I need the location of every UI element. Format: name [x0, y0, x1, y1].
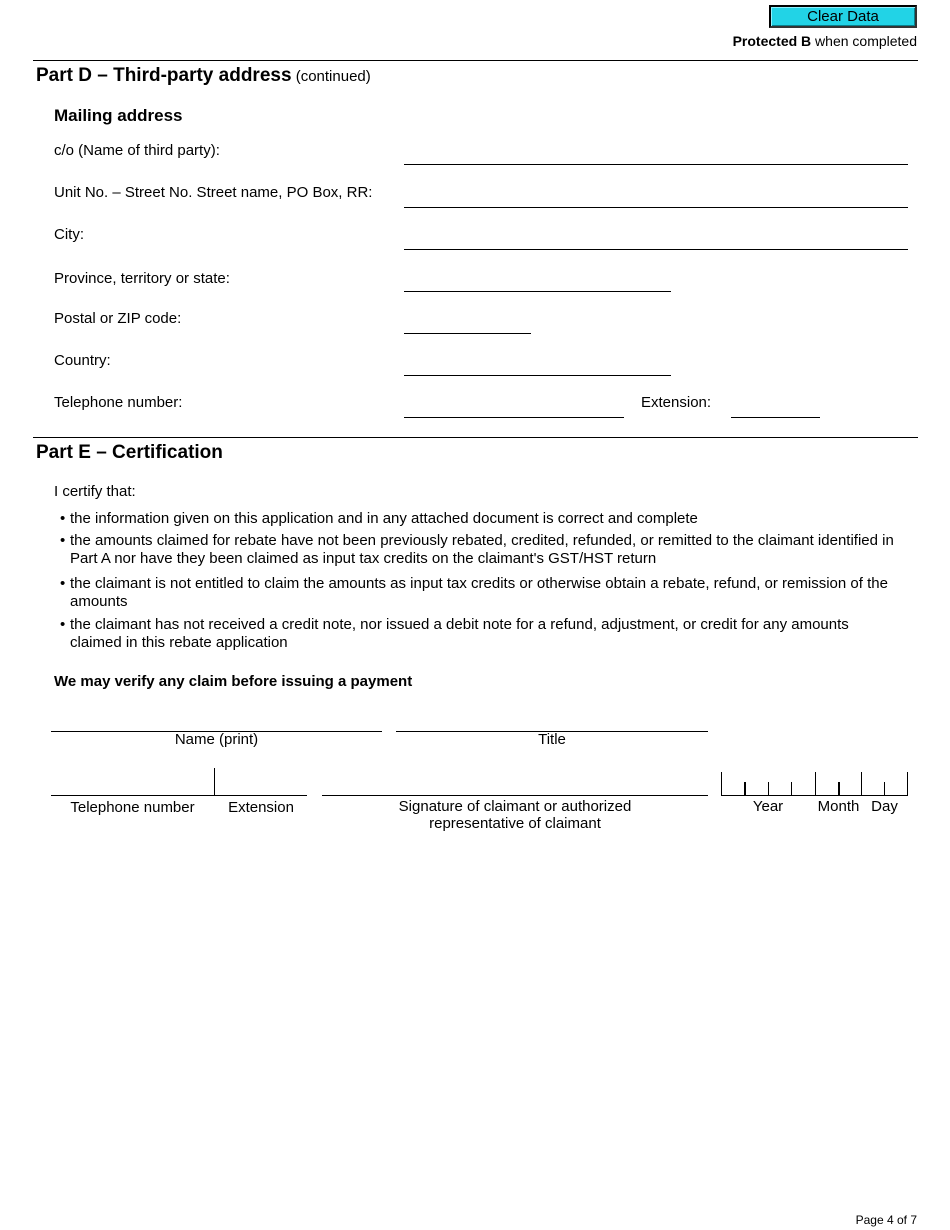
certification-bullet-text: the claimant has not received a credit note, nor issued a debit note for a refund, adjustment, or credit for any amounts claimed in this rebate application: [70, 616, 849, 651]
street-input[interactable]: [404, 188, 908, 208]
date-year-label: Year: [752, 798, 784, 815]
verify-note: We may verify any claim before issuing a payment: [54, 673, 413, 690]
part-d-title-text: Part D – Third-party address: [36, 65, 292, 86]
date-tick: [744, 782, 746, 795]
date-comb-field[interactable]: [721, 772, 908, 796]
signature-label-line2: representative of claimant: [429, 815, 601, 832]
bullet-dot: •: [60, 616, 66, 633]
date-tick: [791, 782, 792, 795]
telephone-label: Telephone number:: [54, 394, 183, 411]
part-e-divider: [33, 437, 918, 438]
certify-intro: I certify that:: [54, 483, 136, 500]
extension-input[interactable]: [731, 398, 820, 418]
part-d-continued: (continued): [291, 68, 371, 85]
bullet-dot: •: [60, 575, 66, 592]
date-month-label: Month: [817, 798, 860, 815]
country-label: Country:: [54, 352, 111, 369]
date-tick: [884, 782, 885, 795]
city-input[interactable]: [404, 230, 908, 250]
certification-bullet-text: the information given on this application and in any attached document is correct and complete: [70, 510, 698, 527]
certification-bullet-text: the amounts claimed for rebate have not been previously rebated, credited, refunded, or remitted to the claimant identified in Part A nor have they been claimed as input tax credits on the claimant's GST/HST return: [70, 532, 894, 567]
province-label: Province, territory or state:: [54, 270, 230, 287]
date-tick: [838, 782, 840, 795]
page-number: Page 4 of 7: [855, 1213, 917, 1227]
protected-b-suffix: when completed: [811, 33, 917, 49]
cert-telephone-input[interactable]: [51, 776, 214, 796]
date-tick: [907, 772, 908, 795]
co-label: c/o (Name of third party):: [54, 142, 220, 159]
part-d-title: [36, 65, 371, 88]
title-input[interactable]: [396, 712, 708, 732]
extension-label: Extension:: [641, 394, 712, 411]
date-baseline: [721, 795, 908, 796]
title-label: Title: [538, 731, 566, 748]
clear-data-button[interactable]: Clear Data: [769, 5, 917, 28]
protected-b-label: Protected B: [732, 33, 812, 49]
date-tick: [721, 772, 722, 795]
postal-input[interactable]: [404, 314, 531, 334]
bullet-dot: •: [60, 510, 66, 527]
protected-b-notice: [733, 32, 917, 50]
date-tick: [861, 772, 862, 795]
date-tick: [815, 772, 816, 795]
co-input[interactable]: [404, 145, 908, 165]
mailing-address-heading: Mailing address: [54, 106, 183, 125]
date-day-label: Day: [871, 798, 898, 815]
cert-extension-input[interactable]: [215, 776, 307, 796]
cert-extension-label: Extension: [228, 799, 294, 816]
signature-line[interactable]: [322, 795, 708, 796]
province-input[interactable]: [404, 272, 671, 292]
part-e-title: Part E – Certification: [36, 442, 223, 463]
postal-label: Postal or ZIP code:: [54, 310, 182, 327]
date-tick: [768, 782, 769, 795]
telephone-input[interactable]: [404, 398, 624, 418]
cert-telephone-label: Telephone number: [70, 799, 195, 816]
street-label: Unit No. – Street No. Street name, PO Box, RR:: [54, 184, 373, 201]
name-print-label: Name (print): [174, 731, 259, 748]
country-input[interactable]: [404, 356, 671, 376]
city-label: City:: [54, 226, 84, 243]
header-divider: [33, 60, 918, 61]
signature-label: Signature of claimant or authorized: [398, 798, 632, 815]
bullet-dot: •: [60, 532, 66, 549]
certification-bullet-text: the claimant is not entitled to claim the amounts as input tax credits or otherwise obtain a rebate, refund, or remission of the amounts: [70, 575, 888, 610]
name-print-input[interactable]: [51, 712, 382, 732]
